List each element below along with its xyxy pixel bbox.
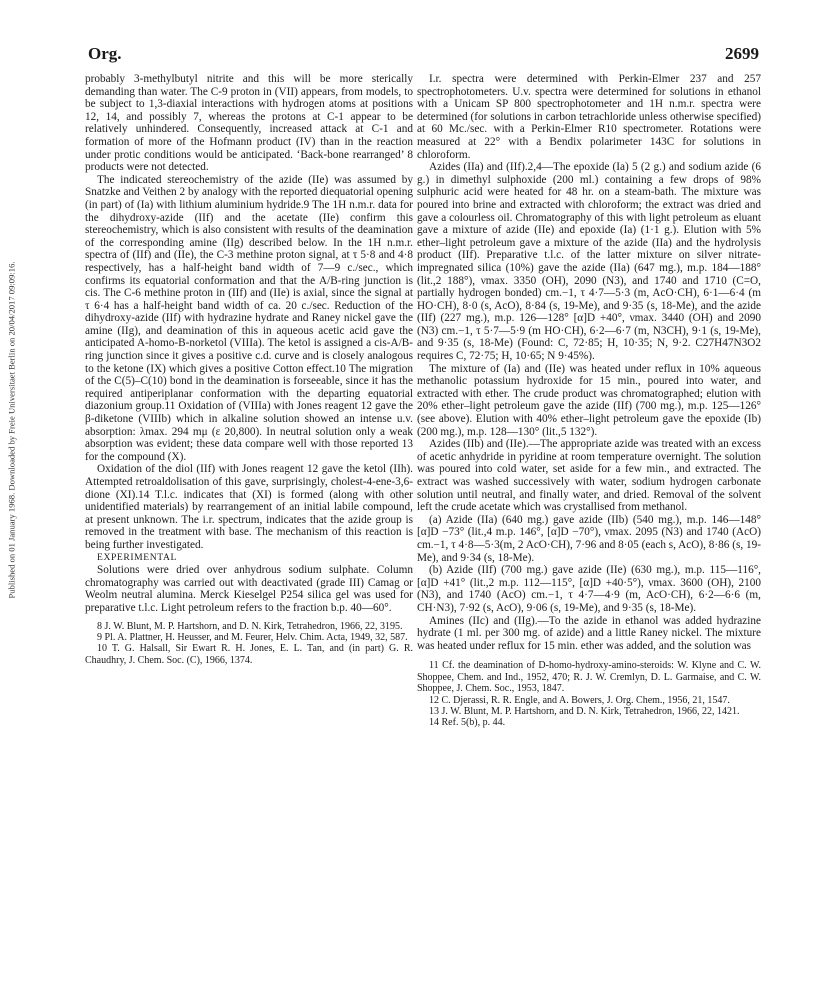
section-heading: EXPERIMENTAL [97, 551, 177, 563]
footnotes [417, 660, 761, 728]
left-column [85, 73, 413, 666]
publication-watermark [2, 150, 22, 710]
footnote: 14 Ref. 5(b), p. 44. [429, 717, 506, 729]
body-paragraph: The mixture of (Ia) and (IIe) was heated under reflux in 10% aqueous methanolic potassium hydroxide for 15 min., poured into water, and extracted with ether. The crude product was chromatographed; elution with 20% ether–light petroleum gave the azide (IIf) (700 mg.), m.p. 125—126° (see above). Elution with 40% ether–light petroleum gave the epoxide (Ib) (200 mg.), m.p. 128—130° (lit.,5 132°). [417, 362, 761, 438]
publication-note: Published on 01 January 1968. Downloaded by Freie Universitaet Berlin on 20/04/2017 09:09:16. [7, 261, 17, 599]
body-paragraph: Amines (IIc) and (IIg).—To the azide in ethanol was added hydrazine hydrate (1 ml. per 300 mg. of azide) and a little Raney nickel. The mixture was heated under reflux for 15 min. ether was added, and the solution was [417, 614, 761, 652]
journal-name: Org. [88, 44, 122, 63]
footnote: 11 Cf. the deamination of D-homo-hydroxy-amino-steroids: W. Klyne and C. W. Shoppee, Chem. and Ind., 1952, 470; R. J. W. Cremlyn, D. L. Garmaise, and C. W. Shoppee, J. Chem. Soc., 1953, 1847. [417, 660, 761, 695]
footnote: 12 C. Djerassi, R. R. Engle, and A. Bowers, J. Org. Chem., 1956, 21, 1547. [429, 694, 730, 706]
experimental-paragraph: Solutions were dried over anhydrous sodium sulphate. Column chromatography was carried out with deactivated (grade III) Camag or Weolm neutral alumina. Merck Kieselgel P254 silica gel was used for preparative t.l.c. Light petroleum refers to the fraction b.p. 40—60°. [85, 564, 413, 614]
page-number: 2699 [725, 44, 759, 63]
body-paragraph: The indicated stereochemistry of the azide (IIe) was assumed by Snatzke and Veithen 2 by analogy with the reported diequatorial opening (in part) of (Ia) with lithium aluminium hydride.9 The 1H n.m.r. data for the dihydroxy-azide (IIf) and the acetate (IIe) confirm this stereochemistry, which is also consistent with results of the deamination of the corresponding amine (IIg) described below. In the 1H n.m.r. spectra of (IIf) and (IIe), the C-3 methine proton signal, at τ 5·8 and 4·8 respectively, has a half-height band width of 7—9 c./sec., which confirms its equatorial conformation and that the A/B-ring junction is cis. The C-6 methine proton in (IIf) and (IIe) is axial, since the signal at τ 6·4 has a half-height band width of ca. 20 c./sec. Reduction of the dihydroxy-azide (IIf) with hydrazine hydrate and Raney nickel gave the amine (IIg), and deamination of this in aqueous acetic acid gave the anticipated A-homo-B-norketol (VIIIa). The ketol is assigned a cis-A/B-ring junction since it gives a positive c.d. curve and is closely analogous to the ketone (IX) which gives a positive Cotton effect.10 The migration of the C(5)–C(10) bond in the deamination is forseeable, since it has the required antiperiplanar conformation with the departing equatorial diazonium group.11 Oxidation of (VIIIa) with Jones reagent 12 gave the β-diketone (VIIIb) which in alkaline solution showed an intense u.v. absorption: λmax. 294 mμ (ε 20,800). In neutral solution only a weak absorption was evident; these data compare well with those reported 13 for the compound (X). [85, 173, 413, 463]
body-paragraph: (a) Azide (IIa) (640 mg.) gave azide (IIb) (540 mg.), m.p. 146—148° [α]D −73° (lit.,4 m.p. 146°, [α]D −70°), νmax. 2095 (N3) and 1740 (AcO) cm.−1, τ 4·8—5·3(m, 2 AcO·CH), 7·96 and 8·05 (each s, AcO), 8·86 (s, 19-Me), and 9·34 (s, 18-Me). [417, 513, 761, 564]
footnote: 8 J. W. Blunt, M. P. Hartshorn, and D. N. Kirk, Tetrahedron, 1966, 22, 3195. [97, 620, 403, 632]
body-paragraph: Azides (IIa) and (IIf).2,4—The epoxide (Ia) 5 (2 g.) and sodium azide (6 g.) in dimethyl sulphoxide (200 ml.) containing a few drops of 98% sulphuric acid were heated for 48 hr. on a steam-bath. The mixture was poured into brine and extracted with chloroform; the extract was dried and gave a colourless oil. Chromatography of this with light petroleum as eluant gave a mixture of azide (IIe) and epoxide (Ia) (1·1 g.). Elution with 5% ether–light petroleum gave a mixture of the azide (IIa) and the hydrolysis product (IIf). Preparative t.l.c. of the latter mixture on silver nitrate-impregnated silica (10%) gave the azide (IIa) (647 mg.), m.p. 184—188° (lit.,2 188°), νmax. 3350 (OH), 2090 (N3), and 1740 and 1710 (C=O, partially hydrogen bonded) cm.−1, τ 4·7—5·3 (m, AcO·CH), 6·1—6·4 (m HO·CH), 8·0 (s, AcO), 8·84 (s, 19-Me), and 9·35 (s, 18-Me), and the azide (IIf) (227 mg.), m.p. 126—128° [α]D +40°, νmax. 3440 (OH) and 2090 (N3) cm.−1, τ 5·7—5·9 (m HO·CH), 6·2—6·7 (m, N3CH), 9·1 (s, 19-Me), and 9·35 (s, 18-Me) (Found: C, 72·85; H, 10·35; N, 9·2. C27H47N3O2 requires C, 72·75; H, 10·65; N 9·45%). [417, 161, 761, 363]
footnote: 10 T. G. Halsall, Sir Ewart R. H. Jones, E. L. Tan, and (in part) G. R. Chaudhry, J. Chem. Soc. (C), 1966, 1374. [85, 643, 413, 666]
footnotes [85, 621, 413, 667]
footnote: 9 Pl. A. Plattner, H. Heusser, and M. Feurer, Helv. Chim. Acta, 1949, 32, 587. [97, 631, 408, 643]
body-paragraph: Azides (IIb) and (IIe).—The appropriate azide was treated with an excess of acetic anhydride in pyridine at room temperature overnight. The solution was poured into cold water, set aside for a few min., and extracted. The extract was washed successively with water, sodium hydrogen carbonate solution until neutral, and finally water, and dried. Removal of the solvent left the crude acetate which was crystallised from methanol. [417, 438, 761, 514]
footnote: 13 J. W. Blunt, M. P. Hartshorn, and D. N. Kirk, Tetrahedron, 1966, 22, 1421. [429, 705, 740, 717]
body-paragraph: I.r. spectra were determined with Perkin-Elmer 237 and 257 spectrophotometers. U.v. spectra were determined for solutions in ethanol with a Unicam SP 800 spectrophotometer and 1H n.m.r. spectra were determined (for solutions in carbon tetrachloride unless otherwise specified) at 60 Mc./sec. with a Perkin-Elmer R10 spectrometer. Rotations were measured at 22° with a Bendix polarimeter 143C for solutions in chloroform. [417, 73, 761, 161]
body-paragraph: probably 3-methylbutyl nitrite and this will be more sterically demanding than water. The C-9 proton in (VII) appears, from models, to be subject to 1,3-diaxial interactions with hydrogen atoms at positions 12, 14, and possibly 7, whereas the protons at C-1 appear to be relatively unhindered. Consequently, increased attack at C-1 and formation of more of the Hofmann product (IV) than in the reaction under protic conditions would be anticipated. ‘Back-bone rearranged’ 8 products were not detected. [85, 73, 413, 174]
body-paragraph: (b) Azide (IIf) (700 mg.) gave azide (IIe) (630 mg.), m.p. 115—116°, [α]D +41° (lit.,2 m.p. 112—115°, [α]D +40·5°), νmax. 3600 (OH), 2100 (N3), and 1740 (AcO) cm.−1, τ 4·7—4·9 (m, AcO·CH), 6·2—6·6 (m, CH·N3), 7·92 (s, AcO), 9·06 (s, 19-Me), and 9·35 (s, 18-Me). [417, 564, 761, 614]
body-paragraph: Oxidation of the diol (IIf) with Jones reagent 12 gave the ketol (IIh). Attempted retroaldolisation of this gave, surprisingly, cholest-4-ene-3,6-dione (XI).14 T.l.c. indicates that (XI) is formed (along with other unidentified materials) by rearrangement of an initial labile compound, at present unknown. The i.r. spectrum, indicates that the azide group is removed in the treatment with base. The mechanism of this reaction is being further investigated. [85, 463, 413, 551]
right-column [417, 73, 761, 729]
